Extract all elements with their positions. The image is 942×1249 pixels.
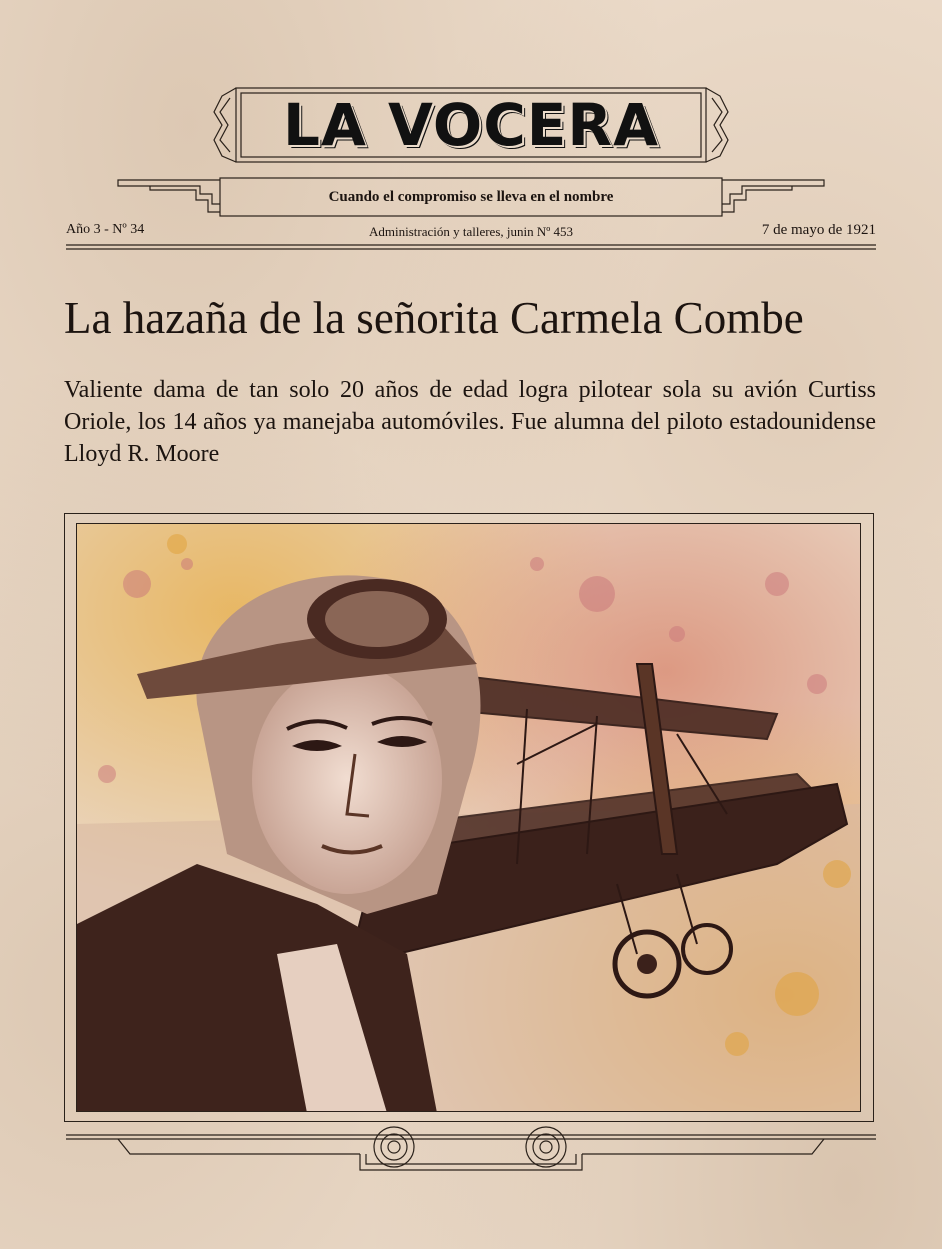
article-subhead: Valiente dama de tan solo 20 años de edad logra pilotear sola su avión Curtiss Oriole, los 14 años ya manejaba automóviles. Fue alumna del piloto estadounidense Lloyd R. Moore — [64, 377, 876, 467]
article-headline: La hazaña de la señorita Carmela Combe — [64, 293, 804, 343]
issue-number: Año 3 - Nº 34 — [66, 222, 145, 237]
article-photo — [76, 523, 861, 1112]
masthead-slogan: Cuando el compromiso se lleva en el nombre — [328, 188, 614, 205]
issue-date: 7 de mayo de 1921 — [761, 222, 876, 238]
masthead-title: LA VOCERA — [283, 91, 659, 159]
issue-address: Administración y talleres, junin Nº 453 — [368, 224, 574, 239]
